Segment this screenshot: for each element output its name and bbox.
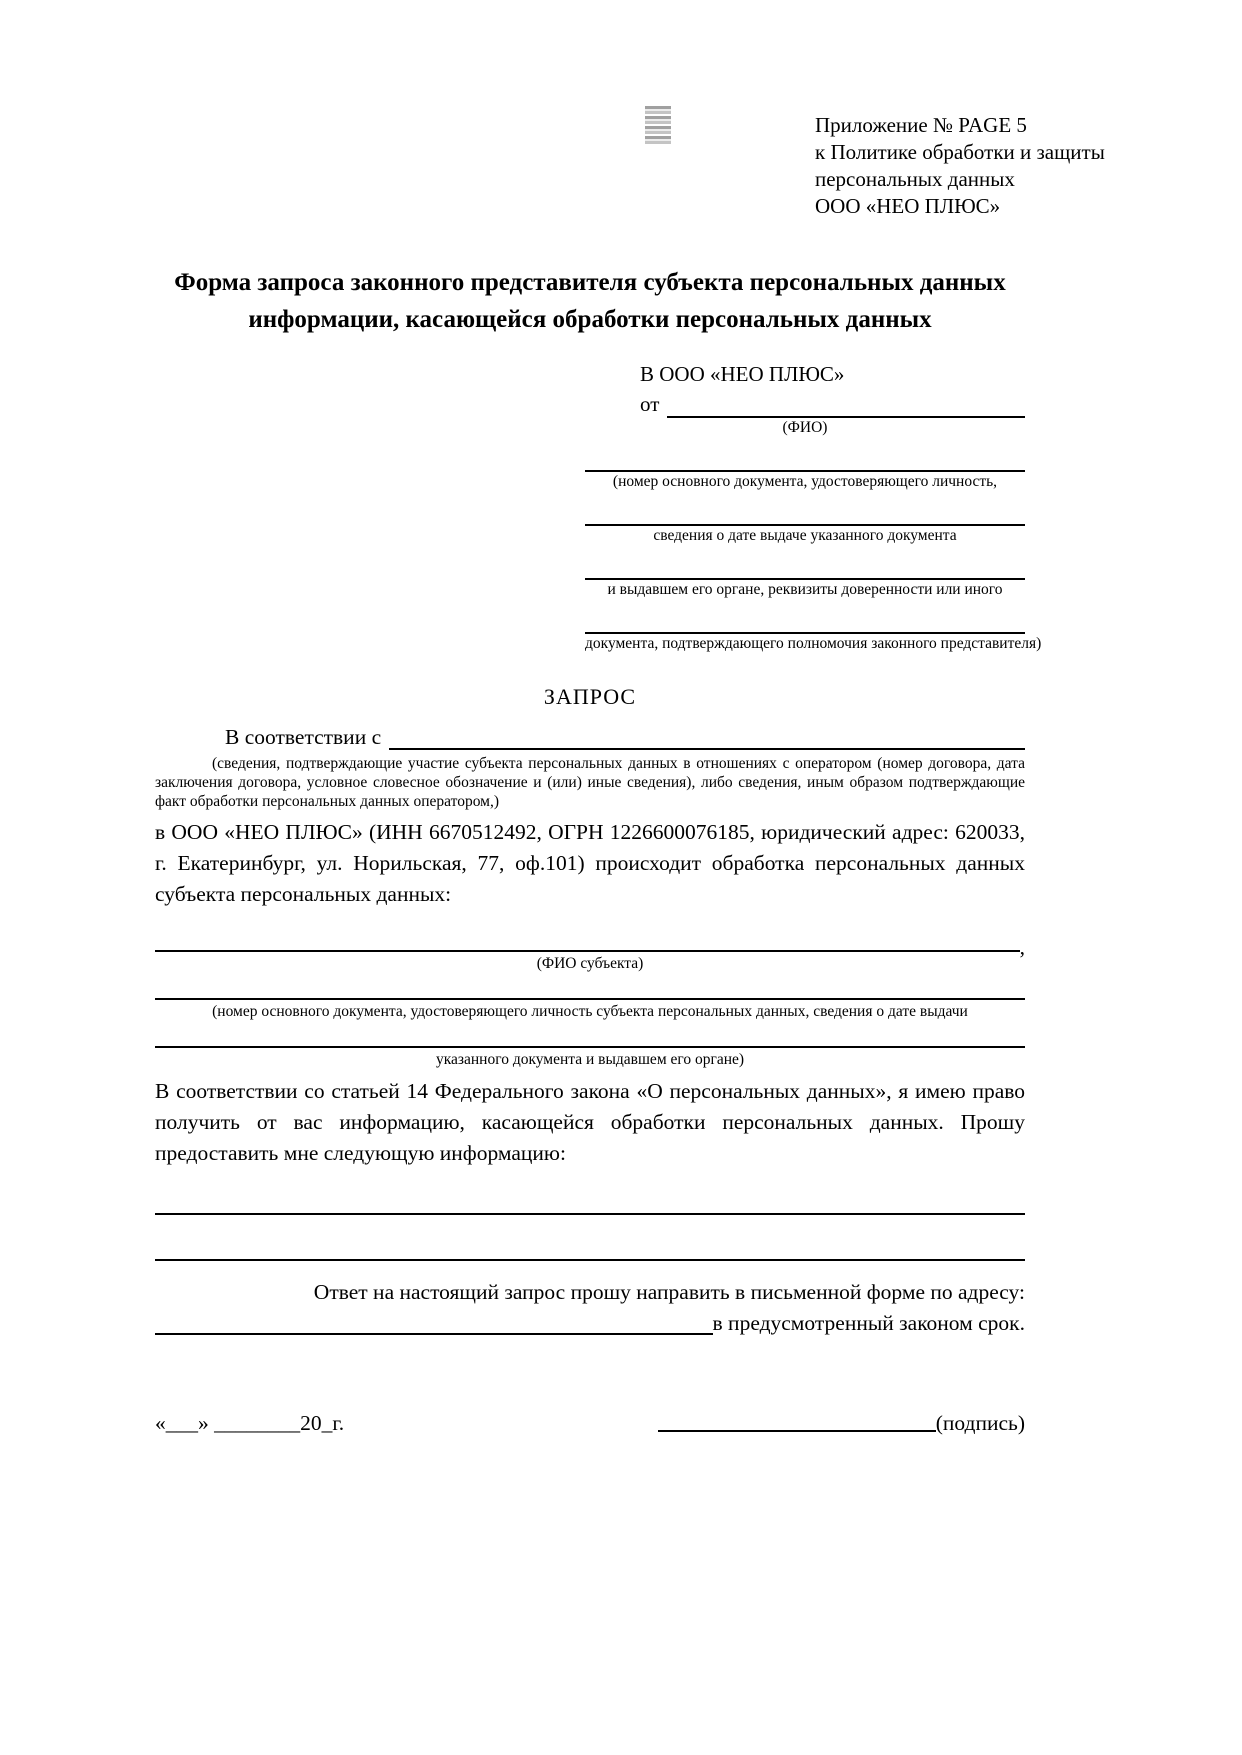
addressee-block [585, 360, 1042, 654]
caption-document-2: сведения о дате выдаче указанного документа [653, 527, 957, 544]
fine-print-note: (сведения, подтверждающие участие субъекта персональных данных в отношениях с оператором (номер договора, дата заключения договора, условное словесное обозначение и (или) иные сведения), либо сведения, иным образом подтверждающие факт обработки персональных данных оператором,) [155, 755, 1025, 810]
trailing-comma: , [1019, 935, 1025, 959]
caption-subject-document-1: (номер основного документа, удостоверяющего личность субъекта персональных данных, сведения о дате выдачи [212, 1003, 968, 1020]
subject-document-blank-line-1 [155, 998, 1025, 1000]
caption-subject-fio: (ФИО субъекта) [536, 955, 644, 972]
accordance-blank-line [389, 748, 1025, 750]
representative-fio-blank-line [667, 416, 1025, 418]
appendix-policy-line: к Политике обработки и защиты [815, 140, 1105, 164]
caption-document-4: документа, подтверждающего полномочия законного представителя) [585, 635, 1042, 652]
requested-info-blank-line-1 [155, 1213, 1025, 1215]
representative-document-blank-line-2 [585, 498, 1025, 526]
subject-document-blank-row-1 [155, 974, 1025, 1000]
signature-block [658, 1411, 1025, 1436]
representative-document-blank-line-1 [585, 444, 1025, 472]
reply-address-blank-line [155, 1333, 713, 1335]
date-line: «___» ________20_г. [155, 1411, 345, 1435]
operator-paragraph: в ООО «НЕО ПЛЮС» (ИНН 6670512492, ОГРН 1226600076185, юридический адрес: 620033, г. Екатеринбург, ул. Норильская, 77, оф.101) происходит обработка персональных данных субъекта персональных данных: [155, 820, 1025, 906]
accordance-label: В соответствии с [225, 725, 382, 749]
reply-tail-text: в предусмотренный законом срок. [712, 1311, 1025, 1335]
reply-instruction: Ответ на настоящий запрос прошу направить в письменной форме по адресу: [313, 1280, 1025, 1304]
caption-fio: (ФИО) [782, 419, 828, 436]
subject-fio-blank-line [155, 950, 1020, 952]
appendix-company-line: ООО «НЕО ПЛЮС» [815, 194, 1001, 218]
caption-subject-document-2: указанного документа и выдавшем его органе) [435, 1051, 745, 1068]
signature-blank-line [658, 1430, 936, 1432]
requested-info-blank-line-2 [155, 1259, 1025, 1261]
accordance-row [155, 718, 1025, 750]
addressee-company: В ООО «НЕО ПЛЮС» [640, 362, 845, 386]
signature-caption: (подпись) [935, 1411, 1025, 1435]
reply-address-row [155, 1308, 1025, 1339]
representative-document-blank-line-4 [585, 606, 1025, 634]
appendix-subject-line: персональных данных [815, 167, 1015, 191]
article-14-paragraph: В соответствии со статьей 14 Федерального закона «О персональных данных», я имею право получить от вас информацию, касающейся обработки персональных данных. Прошу предоставить мне следующую информацию: [155, 1079, 1025, 1165]
caption-document-1: (номер основного документа, удостоверяющего личность, [612, 473, 998, 490]
from-row [585, 388, 1025, 418]
date-signature-row [155, 1411, 1025, 1436]
appendix-number-line: Приложение № PAGE 5 [815, 113, 1027, 137]
appendix-header [815, 112, 1105, 220]
subject-fio-blank-row [155, 935, 1025, 959]
caption-document-3: и выдавшем его органе, реквизиты доверенности или иного [607, 581, 1003, 598]
representative-document-blank-line-3 [585, 552, 1025, 580]
from-label: от [640, 392, 660, 416]
subject-document-blank-row-2 [155, 1022, 1025, 1048]
form-title: Форма запроса законного представителя субъекта персональных данных информации, касающейся обработки персональных данных [174, 269, 1006, 333]
image-placeholder-icon [645, 106, 671, 144]
subject-document-blank-line-2 [155, 1046, 1025, 1048]
request-heading: ЗАПРОС [543, 684, 637, 709]
